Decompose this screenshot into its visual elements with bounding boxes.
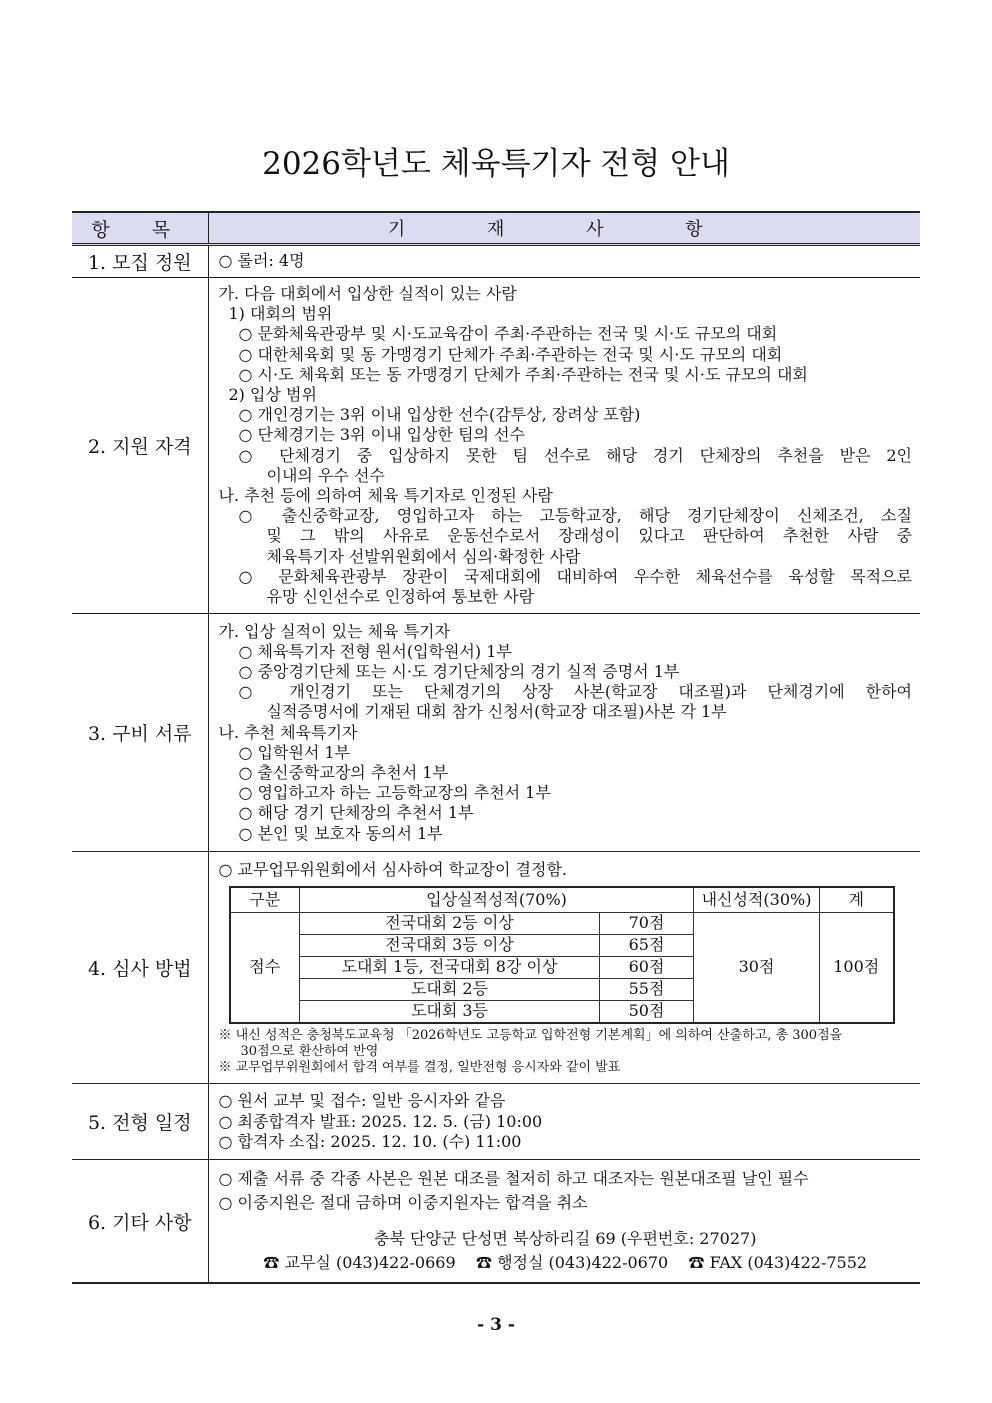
award-score: 70점 (600, 912, 694, 934)
list-item-continued: 유망 신인선수로 인정하여 통보한 사람 (266, 587, 535, 607)
list-item: ○ 단체경기 중 입상하지 못한 팀 선수로 해당 경기 단체장의 추천을 받은 2인 (238, 445, 912, 465)
list-item-continued: 실적증명서에 기재된 대회 참가 신청서(학교장 대조필)사본 각 1부 (266, 702, 727, 722)
row-eligibility (72, 278, 920, 614)
row-body (208, 614, 920, 852)
table-header-row (72, 212, 920, 245)
list-item: ○ 중앙경기단체 또는 시·도 경기단체장의 경기 실적 증명서 1부 (238, 662, 680, 682)
section-heading: 가. 입상 실적이 있는 체육 특기자 (218, 621, 450, 641)
subsection-heading: 1) 대회의 범위 (228, 304, 333, 324)
list-item: ○ 최종합격자 발표: 2025. 12. 5. (금) 10:00 (218, 1111, 543, 1131)
school-address: 충북 단양군 단성면 북상하리길 69 (우편번호: 27027) (374, 1229, 757, 1248)
list-item: ○ 개인경기 또는 단체경기의 상장 사본(학교장 대조필)과 단체경기에 한하여 (238, 682, 912, 702)
list-item: ○ 제출 서류 중 각종 사본은 원본 대조를 철저히 하고 대조자는 원본대조필 날인 필수 (218, 1169, 809, 1188)
list-item: ○ 출신중학교장의 추천서 1부 (238, 763, 448, 783)
row-body (208, 1160, 920, 1283)
score-header-award: 입상실적성적(70%) (300, 887, 694, 913)
award-name: 도대회 3등 (300, 1000, 600, 1023)
award-score: 50점 (600, 1000, 694, 1023)
award-score: 65점 (600, 934, 694, 956)
header-item: 항 목 (72, 212, 208, 245)
row-label: 1. 모집 정원 (72, 245, 208, 278)
row-label: 2. 지원 자격 (72, 278, 208, 614)
score-header-category: 구분 (230, 887, 300, 913)
list-item: ○ 롤러: 4명 (218, 251, 305, 271)
row-schedule (72, 1084, 920, 1160)
section-heading: 나. 추천 체육특기자 (218, 722, 358, 742)
row-other-notes (72, 1160, 920, 1283)
row-body (208, 852, 920, 1084)
award-name: 전국대회 2등 이상 (300, 912, 600, 934)
score-row-label: 점수 (230, 912, 300, 1023)
list-item: ○ 문화체육관광부 장관이 국제대회에 대비하여 우수한 체육선수를 육성할 목적으로 (238, 566, 912, 586)
section-heading: 나. 추천 등에 의하여 체육 특기자로 인정된 사람 (218, 486, 553, 506)
list-item: ○ 시·도 체육회 또는 동 가맹경기 단체가 주최·주관하는 전국 및 시·도 규모의 대회 (238, 364, 808, 384)
list-item: ○ 교무업무위원회에서 심사하여 학교장이 결정함. (218, 859, 568, 879)
list-item: ○ 원서 교부 및 접수: 일반 응시자와 같음 (218, 1091, 506, 1111)
list-item: ○ 출신중학교장, 영입하고자 하는 고등학교장, 해당 경기단체장이 신체조건, 소질 (238, 506, 912, 526)
list-item: ○ 이중지원은 절대 금하며 이중지원자는 합격을 취소 (218, 1193, 588, 1212)
list-item-continued: 이내의 우수 선수 (266, 465, 385, 485)
row-required-documents (72, 614, 920, 852)
note: ※ 내신 성적은 충청북도교육청 「2026학년도 고등학교 입학전형 기본계획」에 의하여 산출하고, 총 300점을 (218, 1027, 843, 1043)
award-score: 55점 (600, 978, 694, 1000)
list-item-continued: 체육특기자 선발위원회에서 심의·확정한 사람 (266, 546, 581, 566)
page-title: 2026학년도 체육특기자 전형 안내 (262, 146, 730, 182)
row-recruit-quota (72, 245, 920, 278)
award-score: 60점 (600, 956, 694, 978)
note-continued: 30점으로 환산하여 반영 (240, 1043, 379, 1059)
list-item: ○ 대한체육회 및 동 가맹경기 단체가 주최·주관하는 전국 및 시·도 규모의 대회 (238, 344, 783, 364)
note: ※ 교무업무위원회에서 합격 여부를 결정, 일반전형 응시자와 같이 발표 (218, 1059, 621, 1075)
award-name: 전국대회 3등 이상 (300, 934, 600, 956)
award-name: 도대회 2등 (300, 978, 600, 1000)
row-body (208, 245, 920, 278)
score-table-header (230, 887, 894, 913)
page-number: - 3 - (477, 1315, 515, 1335)
subsection-heading: 2) 입상 범위 (228, 385, 317, 405)
row-label: 5. 전형 일정 (72, 1084, 208, 1160)
list-item-continued: 및 그 밖의 사유로 운동선수로서 장래성이 있다고 판단하여 추천한 사람 중 (266, 526, 912, 546)
list-item: ○ 입학원서 1부 (238, 742, 351, 762)
award-name: 도대회 1등, 전국대회 8강 이상 (300, 956, 600, 978)
list-item: ○ 체육특기자 전형 원서(입학원서) 1부 (238, 641, 512, 661)
row-body (208, 278, 920, 614)
row-label: 4. 심사 방법 (72, 852, 208, 1084)
row-label: 6. 기타 사항 (72, 1160, 208, 1283)
row-label: 3. 구비 서류 (72, 614, 208, 852)
list-item: ○ 본인 및 보호자 동의서 1부 (238, 823, 443, 843)
list-item: ○ 해당 경기 단체장의 추천서 1부 (238, 803, 474, 823)
list-item: ○ 영입하고자 하는 고등학교장의 추천서 1부 (238, 783, 551, 803)
score-table (229, 886, 895, 1024)
section-heading: 가. 다음 대회에서 입상한 실적이 있는 사람 (218, 284, 517, 303)
list-item: ○ 단체경기는 3위 이내 입상한 팀의 선수 (238, 425, 525, 445)
total-score: 100점 (820, 912, 894, 1023)
table-row (230, 912, 894, 934)
list-item: ○ 개인경기는 3위 이내 입상한 선수(감투상, 장려상 포함) (238, 405, 641, 425)
score-header-total: 계 (820, 887, 894, 913)
header-content: 기 재 사 항 (208, 212, 920, 245)
contact-phones: ☎ 교무실 (043)422-0669 ☎ 행정실 (043)422-0670 ☎ FAX (043)422-7552 (263, 1253, 868, 1272)
score-header-grade: 내신성적(30%) (694, 887, 820, 913)
row-body (208, 1084, 920, 1160)
grade-score: 30점 (694, 912, 820, 1023)
admission-table (72, 211, 920, 1284)
list-item: ○ 합격자 소집: 2025. 12. 10. (수) 11:00 (218, 1131, 522, 1151)
row-evaluation-method (72, 852, 920, 1084)
list-item: ○ 문화체육관광부 및 시·도교육감이 주최·주관하는 전국 및 시·도 규모의 대회 (238, 324, 778, 344)
